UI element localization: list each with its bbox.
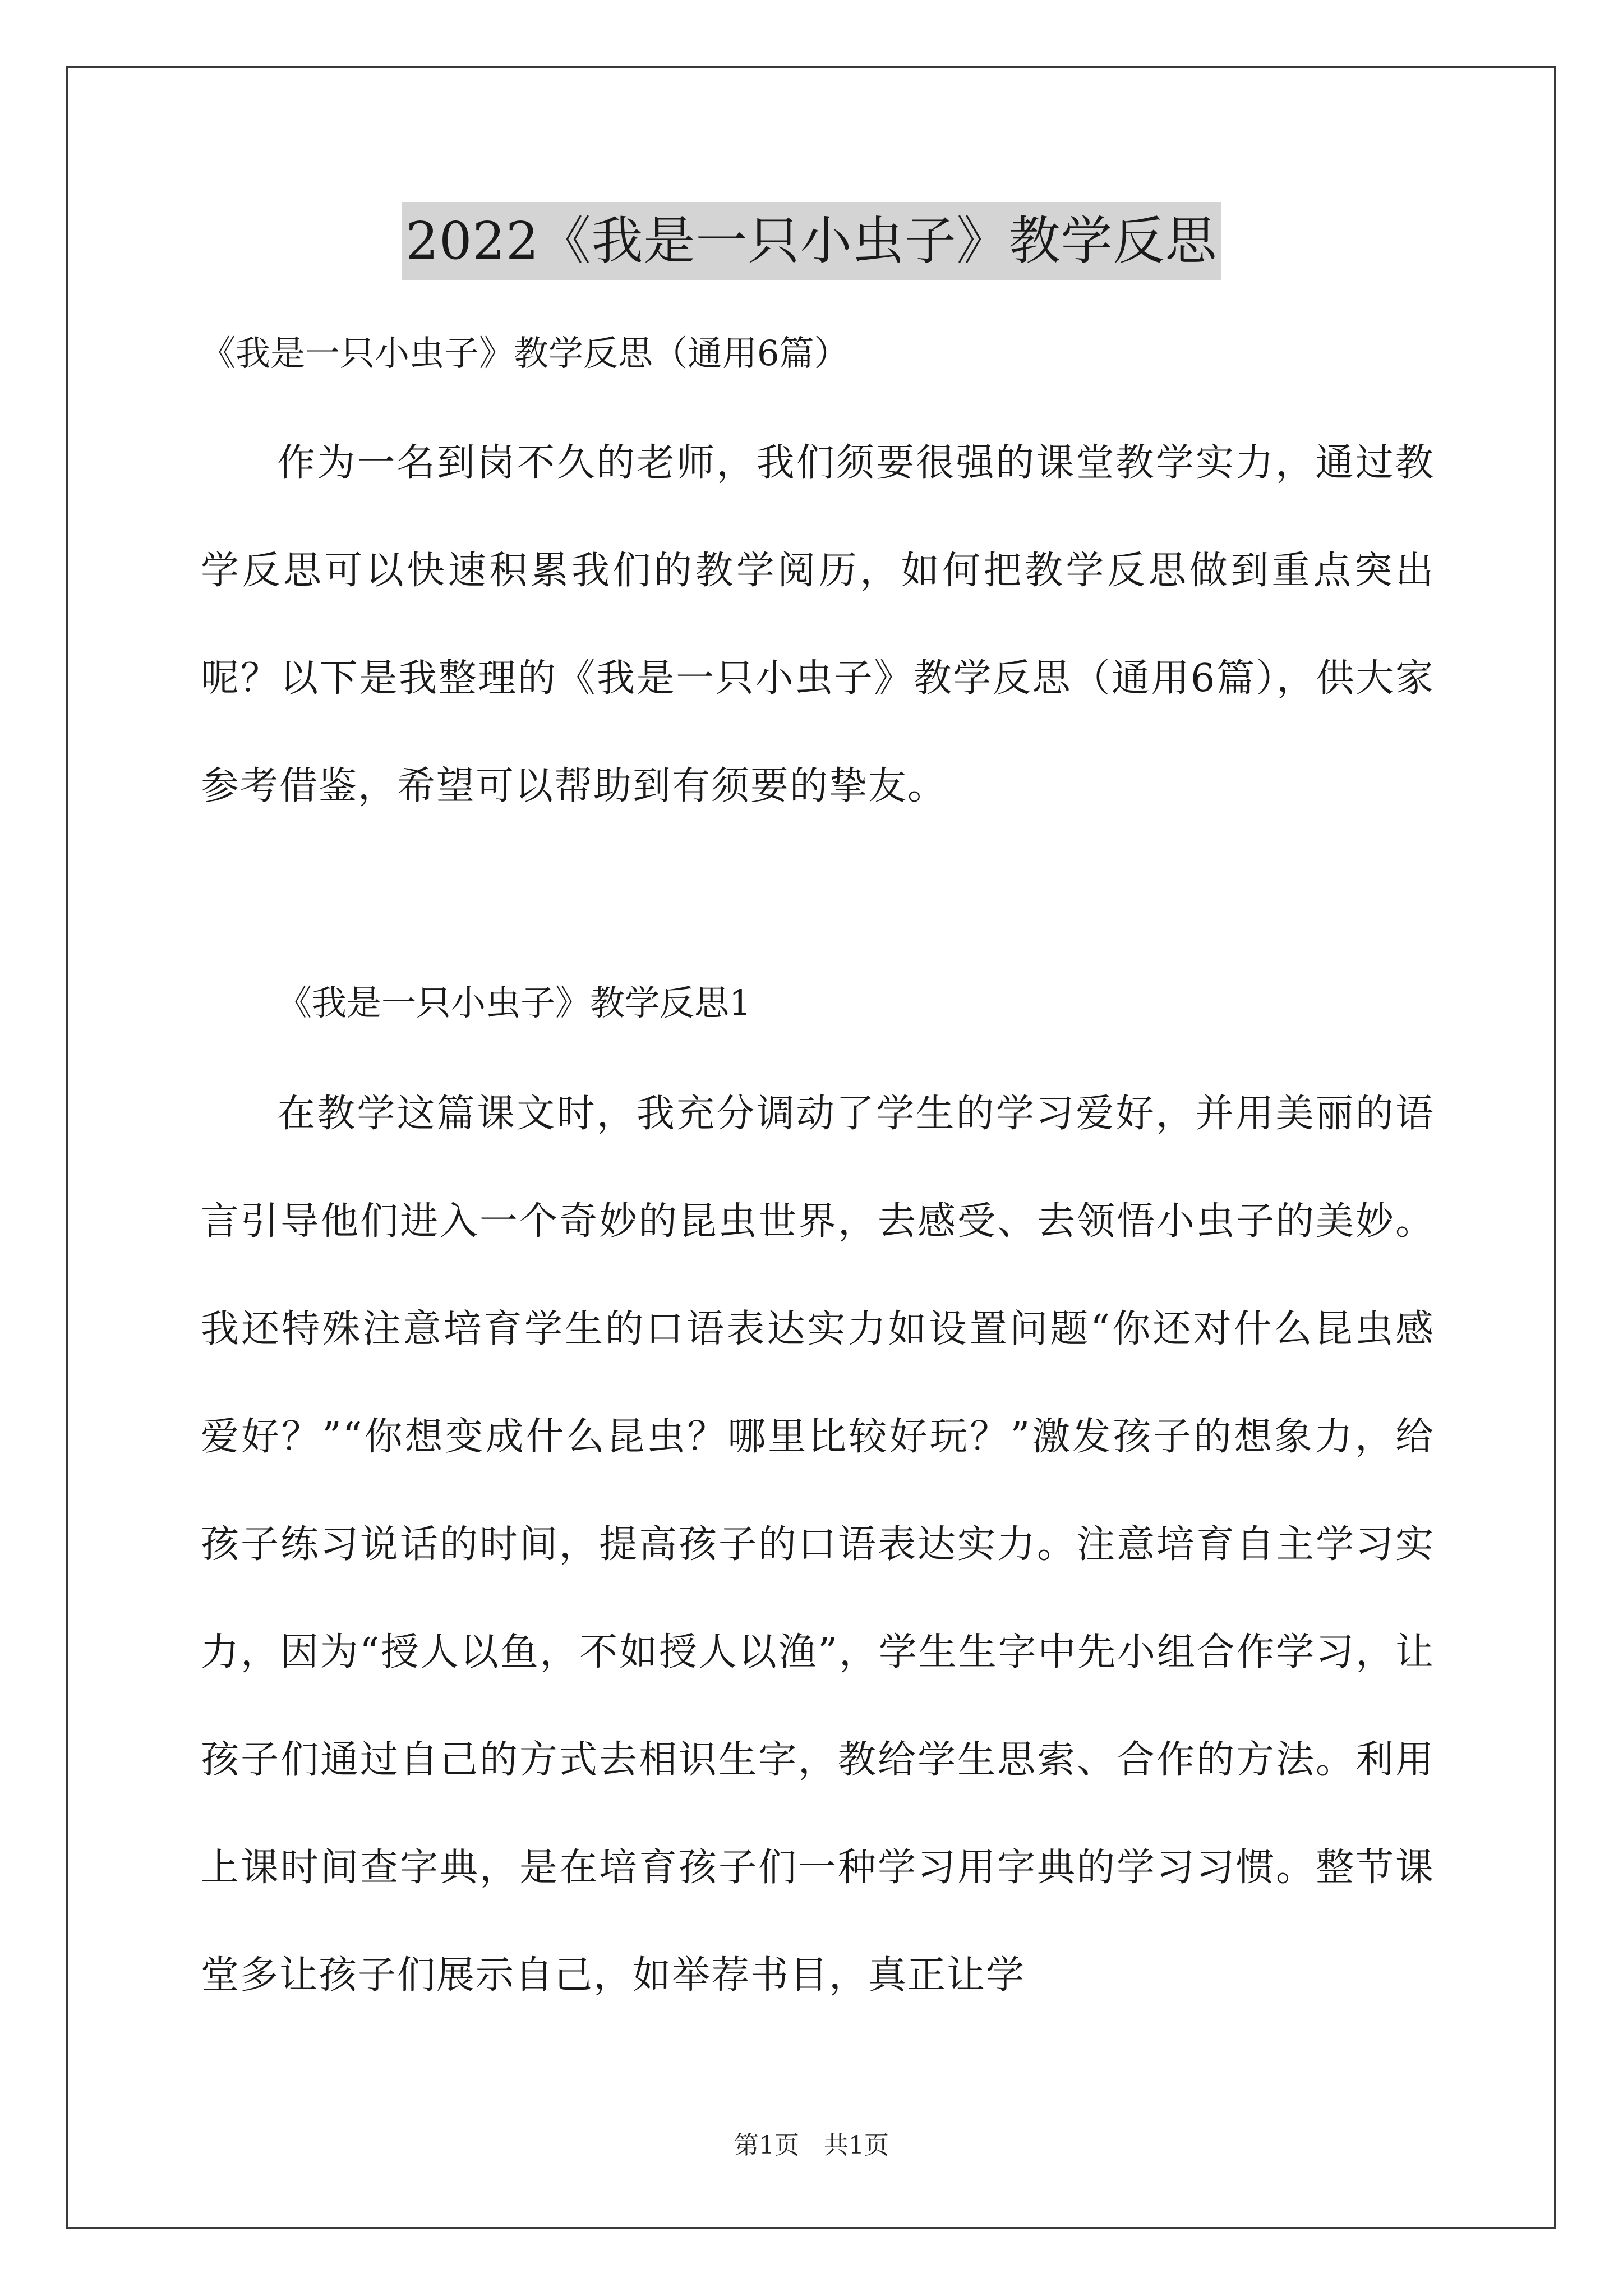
document-body	[201, 314, 1435, 2030]
document-title-container	[0, 202, 1623, 280]
document-subtitle: 《我是一只小虫子》教学反思（通用6篇）	[201, 333, 849, 374]
section-heading: 《我是一只小虫子》教学反思1	[277, 982, 751, 1023]
section-paragraph: 在教学这篇课文时，我充分调动了学生的学习爱好，并用美丽的语言引导他们进入一个奇妙的昆虫世界，去感受、去领悟小虫子的美妙。我还特殊注意培育学生的口语表达实力如设置问题“你还对什么昆虫感爱好？”“你想变成什么昆虫？哪里比较好玩？”激发孩子的想象力，给孩子练习说话的时间，提高孩子的口语表达实力。注意培育自主学习实力，因为“授人以鱼，不如授人以渔”，学生生字中先小组合作学习，让孩子们通过自己的方式去相识生字，教给学生思索、合作的方法。利用上课时间查字典，是在培育孩子们一种学习用字典的学习习惯。整节课堂多让孩子们展示自己，如举荐书目，真正让学	[201, 1092, 1435, 1998]
page-footer: 第1页 共1页	[734, 2131, 889, 2160]
document-title: 2022《我是一只小虫子》教学反思	[402, 202, 1220, 280]
intro-paragraph: 作为一名到岗不久的老师，我们须要很强的课堂教学实力，通过教学反思可以快速积累我们的教学阅历，如何把教学反思做到重点突出呢？以下是我整理的《我是一只小虫子》教学反思（通用6篇），供大家参考借鉴，希望可以帮助到有须要的挚友。	[201, 441, 1435, 808]
